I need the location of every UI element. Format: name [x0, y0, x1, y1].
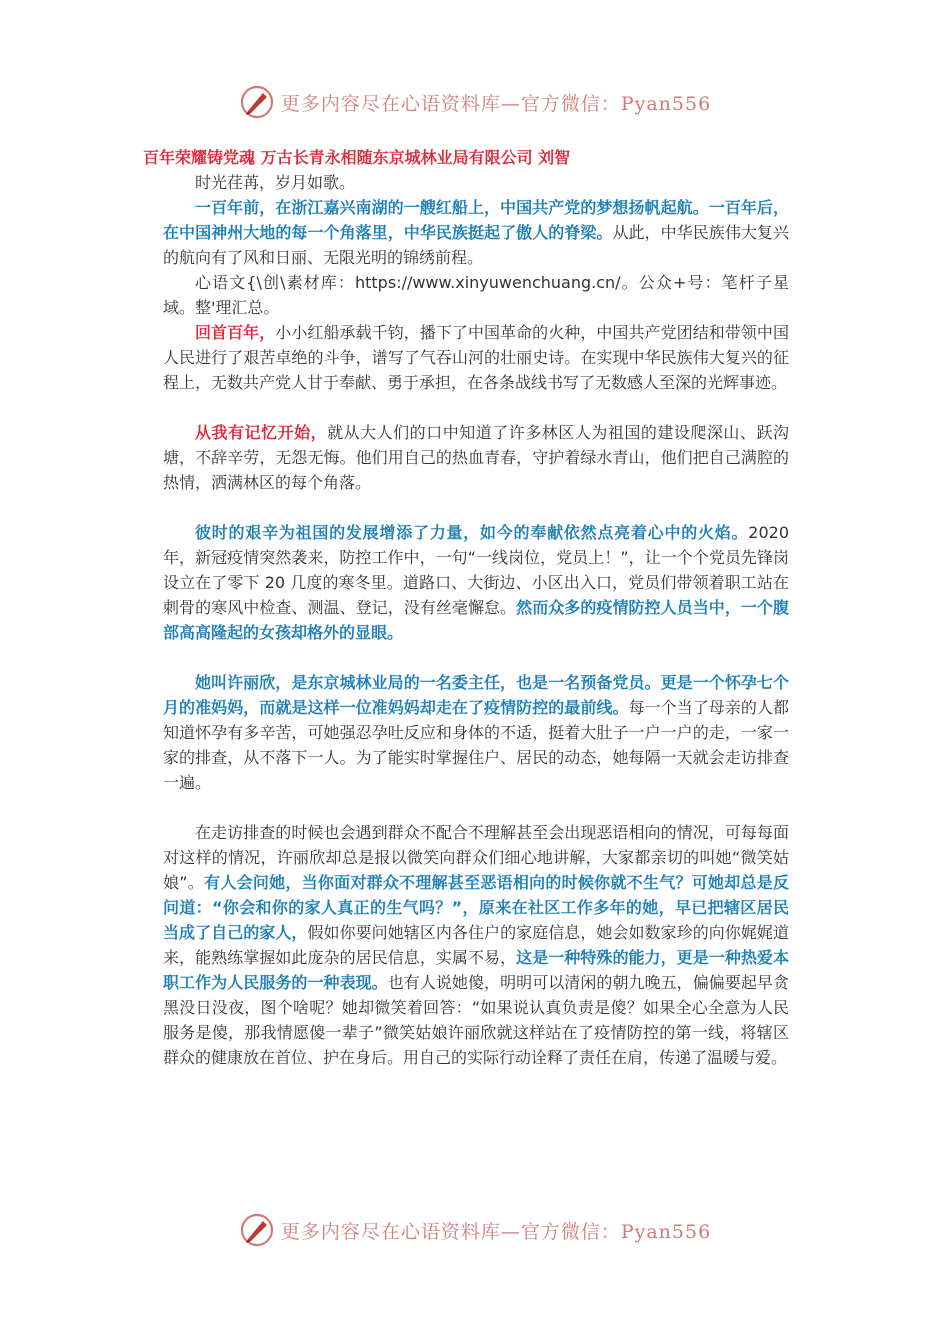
- paragraph-6-highlight-end: 然而众多的疫情防控人员当中，一个腹部高高隆起的女孩却格外的显眼。: [163, 598, 789, 642]
- paragraph-2-text: 从此，中华民族伟大复兴的航向有了风和日丽、无限光明的锦绣前程。: [163, 223, 789, 267]
- paragraph-5-text: 就从大人们的口中知道了许多林区人为祖国的建设爬深山、跃沟塘，不辞辛劳，无怨无悔。他们用自己的热血青春，守护着绿水青山，他们把自己满腔的热情，洒满林区的每个角落。: [163, 423, 789, 492]
- pen-nib-logo-icon: [239, 1212, 275, 1248]
- paragraph-8-highlight-b: 这是一种特殊的能力，更是一种热爱本职工作为人民服务的一种表现。: [163, 948, 789, 992]
- header-banner: [0, 84, 950, 120]
- paragraph-8-highlight-a: 有人会问她，当你面对群众不理解甚至恶语相向的时候你就不生气？可她却总是反问道：“你会和你的家人真正的生气吗？”，原来在社区工作多年的她，早已把辖区居民当成了自己的家人，: [163, 873, 789, 942]
- paragraph-5-lead: 从我有记忆开始，: [195, 423, 328, 442]
- banner-text: 更多内容尽在心语资料库—官方微信：Pyan556: [280, 1220, 712, 1243]
- paragraph-8-text-c: 也有人说她傻，明明可以清闲的朝九晚五，偏偏要起早贪黑没日没夜，图个啥呢？她却微笑着回答：“如果说认真负责是傻？如果全心全意为人民服务是傻，那我情愿傻一辈子”微笑姑娘许丽欣就这样站在了疫情防控的第一线，将辖区群众的健康放在首位、护在身后。用自己的实际行动诠释了责任在肩，传递了温暖与爱。: [163, 973, 789, 1067]
- paragraph-7: [163, 670, 789, 795]
- paragraph-8: [163, 820, 789, 1070]
- paragraph-8-text-a: 在走访排查的时候也会遇到群众不配合不理解甚至会出现恶语相向的情况，可每每面对这样的情况，许丽欣却总是报以微笑向群众们细心地讲解，大家都亲切的叫她“微笑姑娘”。: [163, 823, 789, 892]
- paragraph-3: 心语文{\创\素材库：https://www.xinyuwenchuang.cn/。公众+号：笔杆子星域。整'理汇总。: [163, 273, 789, 317]
- paragraph-6: [163, 520, 789, 645]
- document-body: [143, 145, 789, 1070]
- paragraph-5: [163, 420, 789, 495]
- paragraph-7-text: 每一个当了母亲的人都知道怀孕有多辛苦，可她强忍孕吐反应和身体的不适，挺着大肚子一户一户的走，一家一家的排查，从不落下一人。为了能实时掌握住户、居民的动态，她每隔一天就会走访排查一遍。: [163, 698, 789, 792]
- paragraph-4-text: 小小红船承载千钧，播下了中国革命的火种，中国共产党团结和带领中国人民进行了艰苦卓绝的斗争，谱写了气吞山河的壮丽史诗。在实现中华民族伟大复兴的征程上，无数共产党人甘于奉献、勇于承担，在各条战线书写了无数感人至深的光辉事迹。: [163, 323, 789, 392]
- paragraph-2-highlight: 一百年前，在浙江嘉兴南湖的一艘红船上，中国共产党的梦想扬帆起航。一百年后，在中国神州大地的每一个角落里，中华民族挺起了傲人的脊梁。: [163, 198, 789, 242]
- paragraph-6-highlight: 彼时的艰辛为祖国的发展增添了力量，如今的奉献依然点亮着心中的火焰。: [195, 523, 749, 542]
- paragraph-6-text: 2020 年，新冠疫情突然袭来，防控工作中，一句“一线岗位，党员上！”，让一个个党员先锋岗设立在了零下 20 几度的寒冬里。道路口、大街边、小区出入口，党员们带领着职工站在刺骨的寒风中检查、测温、登记，没有丝毫懈怠。: [163, 523, 789, 617]
- banner-text: 更多内容尽在心语资料库—官方微信：Pyan556: [280, 92, 712, 115]
- footer-banner: [0, 1212, 950, 1248]
- paragraph-8-text-b: 假如你要问她辖区内各住户的家庭信息，她会如数家珍的向你娓娓道来，能熟练掌握如此庞杂的居民信息，实属不易，: [163, 923, 789, 967]
- paragraph-2: [163, 195, 789, 270]
- paragraph-7-highlight: 她叫许丽欣，是东京城林业局的一名委主任，也是一名预备党员。更是一个怀孕七个月的准妈妈，而就是这样一位准妈妈却走在了疫情防控的最前线。: [163, 673, 789, 717]
- paragraph-4-lead: 回首百年，: [195, 323, 276, 342]
- paragraph-4: [163, 320, 789, 395]
- pen-nib-logo-icon: [239, 84, 275, 120]
- paragraph-1: 时光荏苒，岁月如歌。: [195, 173, 356, 192]
- document-title: 百年荣耀铸党魂 万古长青永相随东京城林业局有限公司 刘智: [143, 148, 571, 167]
